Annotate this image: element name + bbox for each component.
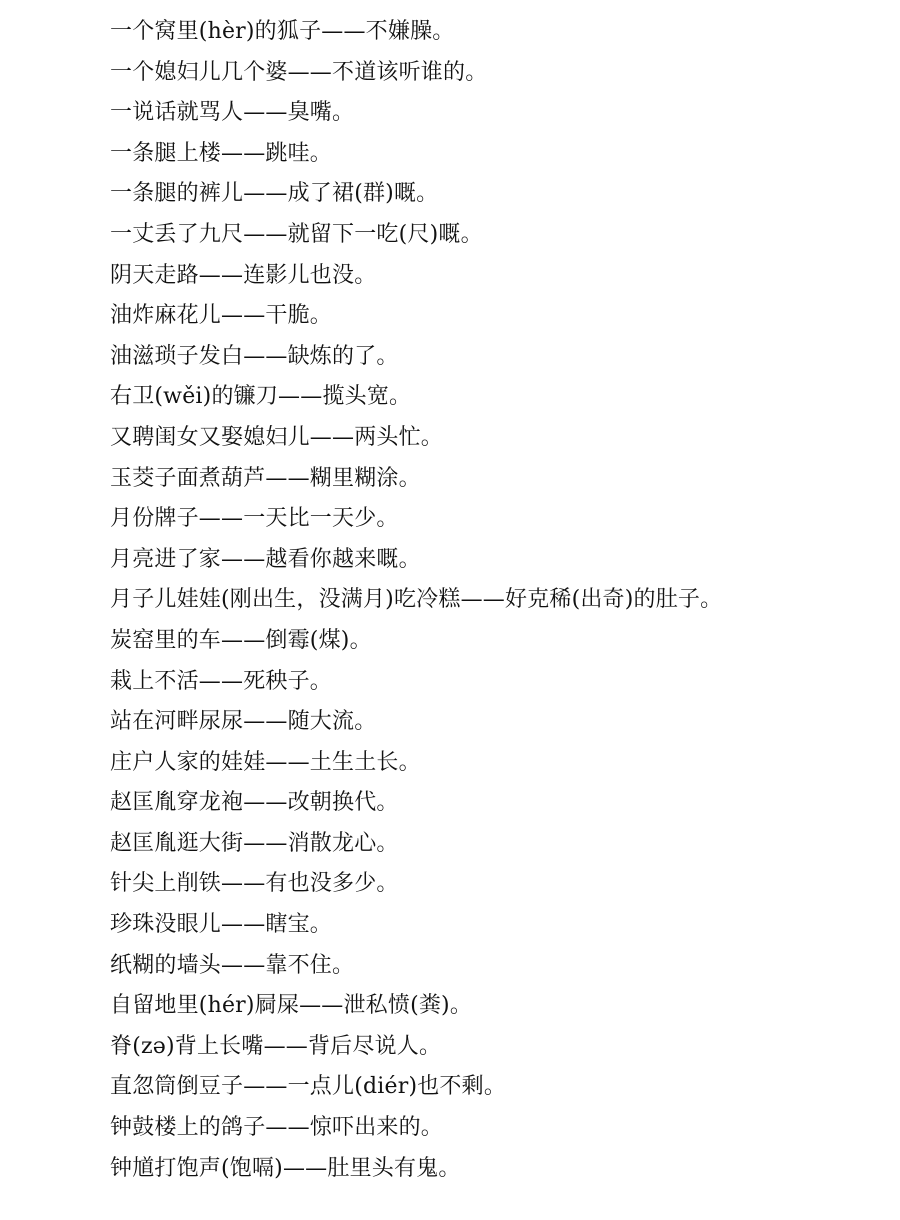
list-item: 珍珠没眼儿——瞎宝。 — [110, 912, 333, 938]
list-item: 赵匡胤穿龙袍——改朝换代。 — [110, 790, 399, 816]
list-item: 栽上不活——死秧子。 — [110, 668, 333, 694]
list-item: 站在河畔尿尿——随大流。 — [110, 709, 377, 735]
list-item: 月份牌子——一天比一天少。 — [110, 506, 399, 532]
list-item: 赵匡胤逛大街——消散龙心。 — [110, 830, 399, 856]
list-item: 右卫(wěi)的镰刀——揽头宽。 — [110, 384, 412, 410]
list-item: 月亮进了家——越看你越来嘅。 — [110, 546, 421, 572]
list-item: 钟鼓楼上的鸽子——惊吓出来的。 — [110, 1115, 444, 1141]
list-item: 又聘闺女又娶媳妇儿——两头忙。 — [110, 424, 444, 450]
list-item: 炭窑里的车——倒霉(煤)。 — [110, 627, 372, 653]
list-item: 一条腿上楼——跳哇。 — [110, 140, 333, 166]
list-item: 钟馗打饱声(饱嗝)——肚里头有鬼。 — [110, 1155, 461, 1181]
list-item: 一说话就骂人——臭嘴。 — [110, 100, 355, 126]
list-item: 玉茭子面煮葫芦——糊里糊涂。 — [110, 465, 421, 491]
list-item: 纸糊的墙头——靠不住。 — [110, 952, 355, 978]
list-item: 一丈丢了九尺——就留下一吃(尺)嘅。 — [110, 221, 483, 247]
list-item: 庄户人家的娃娃——土生土长。 — [110, 749, 421, 775]
list-item: 月子儿娃娃(刚出生，没满月)吃冷糕——好克稀(出奇)的肚子。 — [110, 587, 723, 613]
list-item: 自留地里(hér)屙屎——泄私愤(粪)。 — [110, 993, 473, 1019]
list-item: 阴天走路——连影儿也没。 — [110, 262, 377, 288]
list-item: 油滋琐子发白——缺炼的了。 — [110, 343, 399, 369]
list-item: 针尖上削铁——有也没多少。 — [110, 871, 399, 897]
list-item: 直忽筒倒豆子——一点儿(diér)也不剩。 — [110, 1074, 507, 1100]
list-item: 一条腿的裤儿——成了裙(群)嘅。 — [110, 181, 439, 207]
list-item: 脊(zə)背上长嘴——背后尽说人。 — [110, 1033, 442, 1059]
list-item: 一个窝里(hèr)的狐子——不嫌臊。 — [110, 19, 455, 44]
list-item: 一个媳妇儿几个婆——不道该听谁的。 — [110, 59, 488, 85]
list-item: 油炸麻花儿——干脆。 — [110, 303, 333, 329]
xiehouyu-list — [110, 12, 890, 1189]
